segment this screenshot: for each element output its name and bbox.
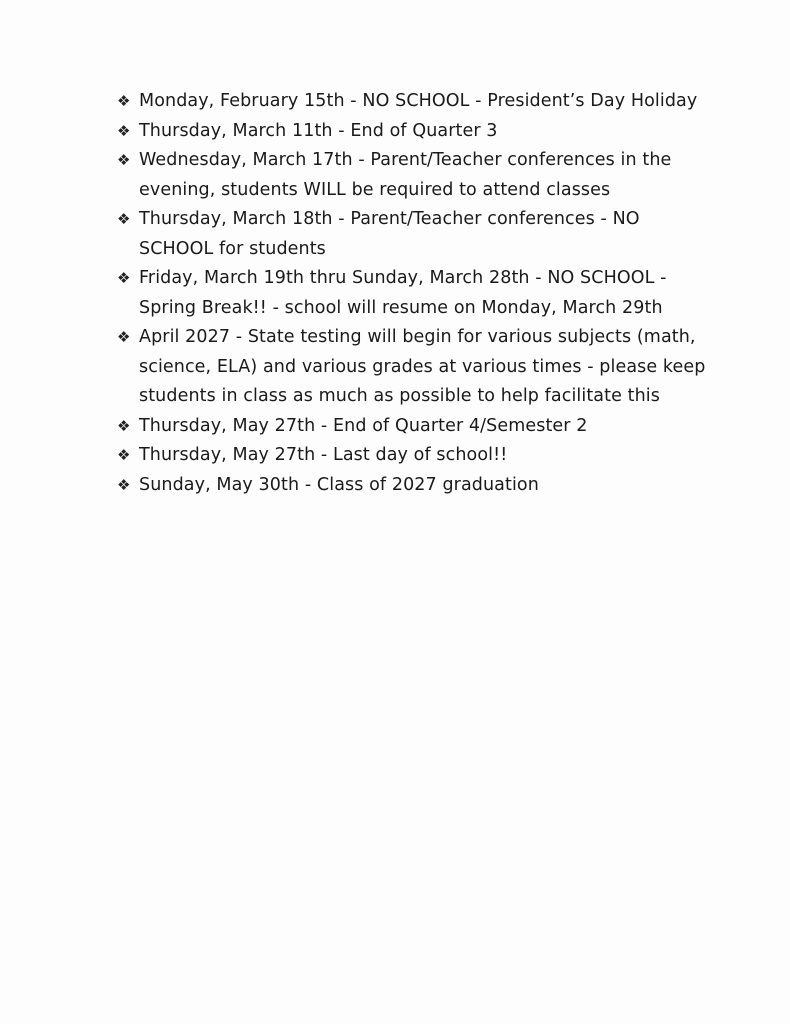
diamond-bullet-icon: ❖ <box>117 475 131 494</box>
diamond-bullet-icon: ❖ <box>117 328 131 346</box>
event-text: Wednesday, March 17th - Parent/Teacher conferences in the evening, students WILL be required to attend classes <box>139 150 672 200</box>
list-item <box>117 205 717 264</box>
event-text: Thursday, May 27th - Last day of school!! <box>139 445 508 465</box>
diamond-bullet-icon: ❖ <box>117 210 131 228</box>
list-item <box>117 412 717 442</box>
list-item <box>117 471 717 501</box>
event-text: Sunday, May 30th - Class of 2027 graduation <box>139 474 539 495</box>
list-item <box>117 264 717 323</box>
event-text: Friday, March 19th thru Sunday, March 28th - NO SCHOOL - Spring Break!! - school will resume on Monday, March 29th <box>139 268 667 318</box>
list-item <box>117 323 717 412</box>
event-text: April 2027 - State testing will begin for various subjects (math, science, ELA) and various grades at various times - please keep students in class as much as possible to help facilitate this <box>139 327 706 406</box>
event-list <box>117 87 717 500</box>
diamond-bullet-icon: ❖ <box>117 269 131 287</box>
event-text: Thursday, March 11th - End of Quarter 3 <box>139 120 498 141</box>
diamond-bullet-icon: ❖ <box>117 416 131 435</box>
list-item <box>117 87 717 117</box>
event-text: Thursday, March 18th - Parent/Teacher conferences - NO SCHOOL for students <box>139 209 640 259</box>
list-item <box>117 441 717 471</box>
diamond-bullet-icon: ❖ <box>117 121 131 140</box>
diamond-bullet-icon: ❖ <box>117 151 131 169</box>
diamond-bullet-icon: ❖ <box>117 446 131 464</box>
list-item <box>117 117 717 147</box>
diamond-bullet-icon: ❖ <box>117 92 131 110</box>
event-text: Thursday, May 27th - End of Quarter 4/Semester 2 <box>139 415 588 436</box>
list-item <box>117 146 717 205</box>
event-text: Monday, February 15th - NO SCHOOL - President’s Day Holiday <box>139 91 698 111</box>
